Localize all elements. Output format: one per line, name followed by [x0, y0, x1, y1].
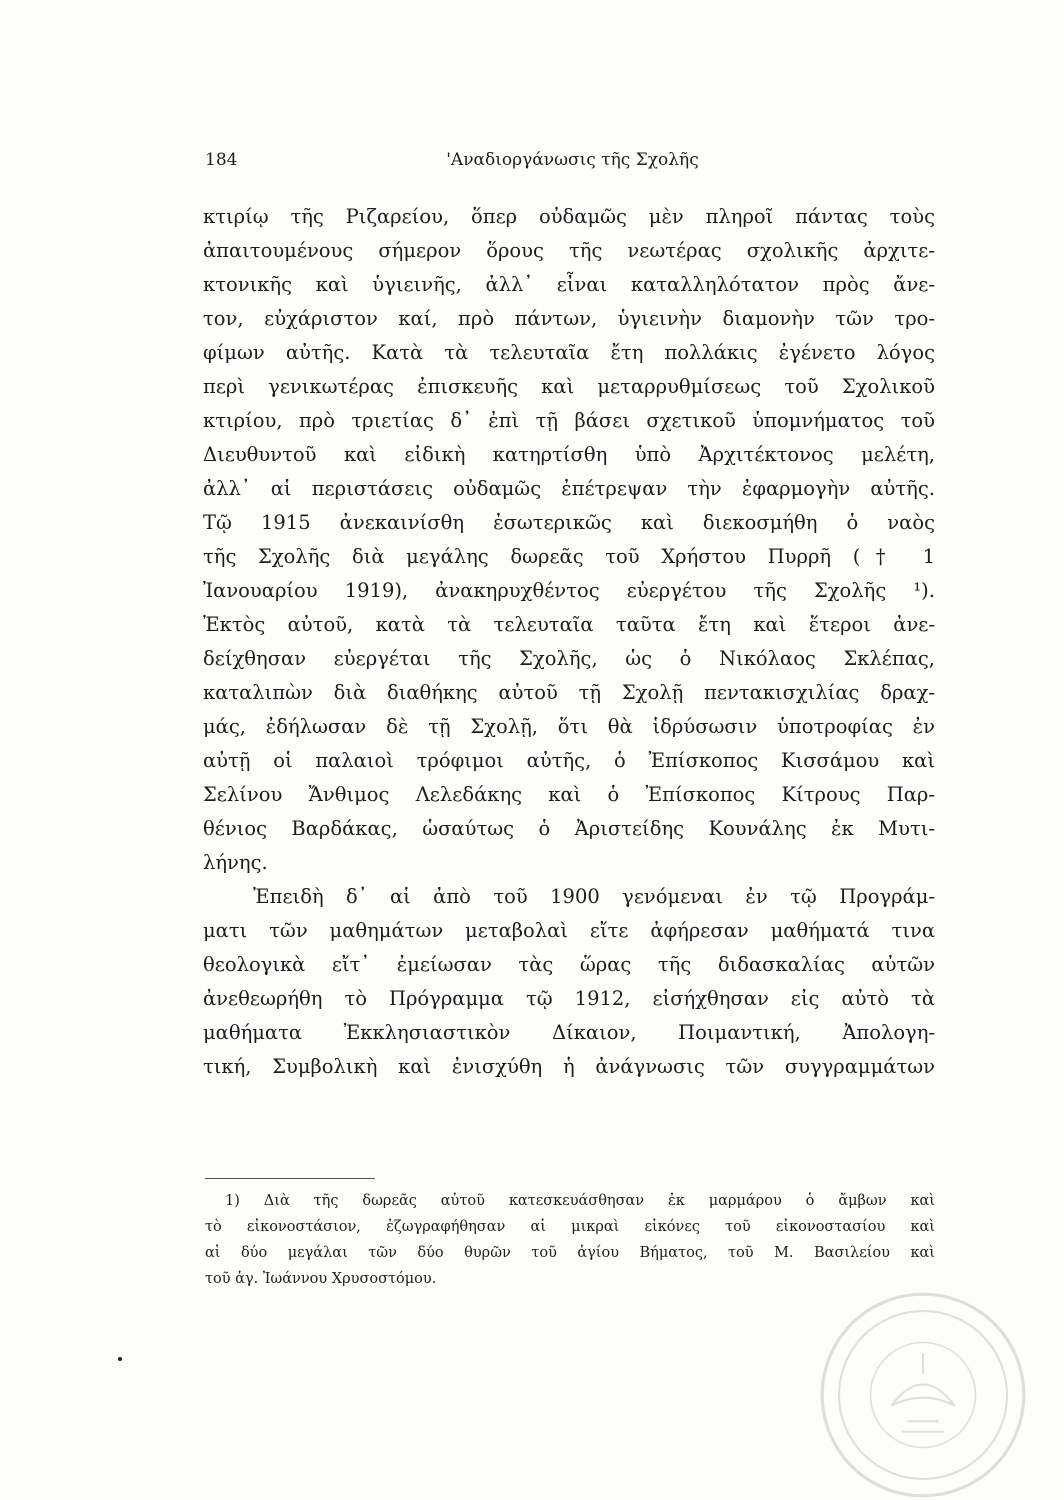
text-line: ἀλλ᾽ αἱ περιστάσεις οὐδαμῶς ἐπέτρεψαν τὴν ἐφαρμογὴν αὐτῆς. — [203, 477, 935, 500]
text-line: κτιρίου, πρὸ τριετίας δ᾽ ἐπὶ τῇ βάσει σχετικοῦ ὑπομνήματος τοῦ — [203, 409, 935, 432]
text-line: ματι τῶν μαθημάτων μεταβολαὶ εἴτε ἀφήρεσαν μαθήματά τινα — [203, 919, 935, 942]
text-line: ἀνεθεωρήθη τὸ Πρόγραμμα τῷ 1912, εἰσήχθησαν εἰς αὐτὸ τὰ — [203, 987, 935, 1010]
text-line: Σελίνου Ἄνθιμος Λελεδάκης καὶ ὁ Ἐπίσκοπος Κίτρους Παρ- — [203, 783, 935, 806]
text-line: Ἐπειδὴ δ᾽ αἱ ἀπὸ τοῦ 1900 γενόμεναι ἐν τῷ Προγράμ- — [253, 885, 935, 908]
running-title: 'Αναδιοργάνωσις τῆς Σχολῆς — [446, 150, 699, 170]
text-line: λήνης. — [203, 851, 268, 874]
text-line: μάς, ἐδήλωσαν δὲ τῇ Σχολῇ, ὅτι θὰ ἱδρύσωσιν ὑποτροφίας ἐν — [203, 715, 935, 738]
footnote-line: τὸ εἰκονοστάσιον, ἐζωγραφήθησαν αἱ μικραὶ εἰκόνες τοῦ εἰκονοστασίου καὶ — [205, 1219, 935, 1235]
page-header — [205, 150, 870, 180]
text-line: δείχθησαν εὐεργέται τῆς Σχολῆς, ὡς ὁ Νικόλαος Σκλέπας, — [203, 647, 935, 670]
text-line: μαθήματα Ἐκκλησιαστικὸν Δίκαιον, Ποιμαντική, Ἀπολογη- — [203, 1021, 935, 1044]
text-line: τον, εὐχάριστον καί, πρὸ πάντων, ὑγιεινὴν διαμονὴν τῶν τρο- — [203, 307, 935, 330]
footnote-line: 1) Διὰ τῆς δωρεᾶς αὐτοῦ κατεσκευάσθησαν ἐκ μαρμάρου ὁ ἄμβων καὶ — [225, 1193, 935, 1209]
footnotes — [205, 1188, 935, 1292]
text-line: θεολογικὰ εἴτ᾽ ἐμείωσαν τὰς ὥρας τῆς διδασκαλίας αὐτῶν — [203, 953, 935, 976]
text-line: αὐτῇ οἱ παλαιοὶ τρόφιμοι αὐτῆς, ὁ Ἐπίσκοπος Κισσάμου καὶ — [203, 749, 935, 772]
text-line: τική, Συμβολικὴ καὶ ἐνισχύθη ἡ ἀνάγνωσις τῶν συγγραμμάτων — [203, 1055, 935, 1078]
text-line: Ἰανουαρίου 1919), ἀνακηρυχθέντος εὐεργέτου τῆς Σχολῆς ¹). — [203, 579, 935, 602]
text-line: Διευθυντοῦ καὶ εἰδικὴ κατηρτίσθη ὑπὸ Ἀρχιτέκτονος μελέτη, — [203, 443, 935, 466]
library-seal-icon — [818, 1290, 1028, 1500]
text-line: φίμων αὐτῆς. Κατὰ τὰ τελευταῖα ἔτη πολλάκις ἐγένετο λόγος — [203, 341, 935, 364]
scan-speck — [118, 1357, 122, 1361]
main-text — [203, 200, 935, 1084]
text-line: τῆς Σχολῆς διὰ μεγάλης δωρεᾶς τοῦ Χρήστου Πυρρῆ († 1 — [203, 545, 935, 568]
page-number: 184 — [205, 150, 238, 170]
footnote-line: αἱ δύο μεγάλαι τῶν δύο θυρῶν τοῦ ἁγίου Βήματος, τοῦ Μ. Βασιλείου καὶ — [205, 1245, 935, 1261]
footnote-divider — [205, 1178, 375, 1179]
text-line: Τῷ 1915 ἀνεκαινίσθη ἐσωτερικῶς καὶ διεκοσμήθη ὁ ναὸς — [203, 511, 935, 534]
text-line: περὶ γενικωτέρας ἐπισκευῆς καὶ μεταρρυθμίσεως τοῦ Σχολικοῦ — [203, 375, 935, 398]
text-line: κτονικῆς καὶ ὑγιεινῆς, ἀλλ᾽ εἶναι καταλληλότατον πρὸς ἄνε- — [203, 273, 935, 296]
text-line: Ἐκτὸς αὐτοῦ, κατὰ τὰ τελευταῖα ταῦτα ἔτη καὶ ἕτεροι ἀνε- — [203, 613, 935, 636]
text-line: θένιος Βαρδάκας, ὡσαύτως ὁ Ἀριστείδης Κουνάλης ἐκ Μυτι- — [203, 817, 935, 840]
text-line: καταλιπὼν διὰ διαθήκης αὐτοῦ τῇ Σχολῇ πεντακισχιλίας δραχ- — [203, 681, 935, 704]
text-line: ἀπαιτουμένους σήμερον ὅρους τῆς νεωτέρας σχολικῆς ἀρχιτε- — [203, 239, 935, 262]
text-line: κτιρίῳ τῆς Ριζαρείου, ὅπερ οὐδαμῶς μὲν πληροῖ πάντας τοὺς — [203, 205, 935, 228]
footnote-line: τοῦ ἁγ. Ἰωάννου Χρυσοστόμου. — [205, 1271, 437, 1287]
